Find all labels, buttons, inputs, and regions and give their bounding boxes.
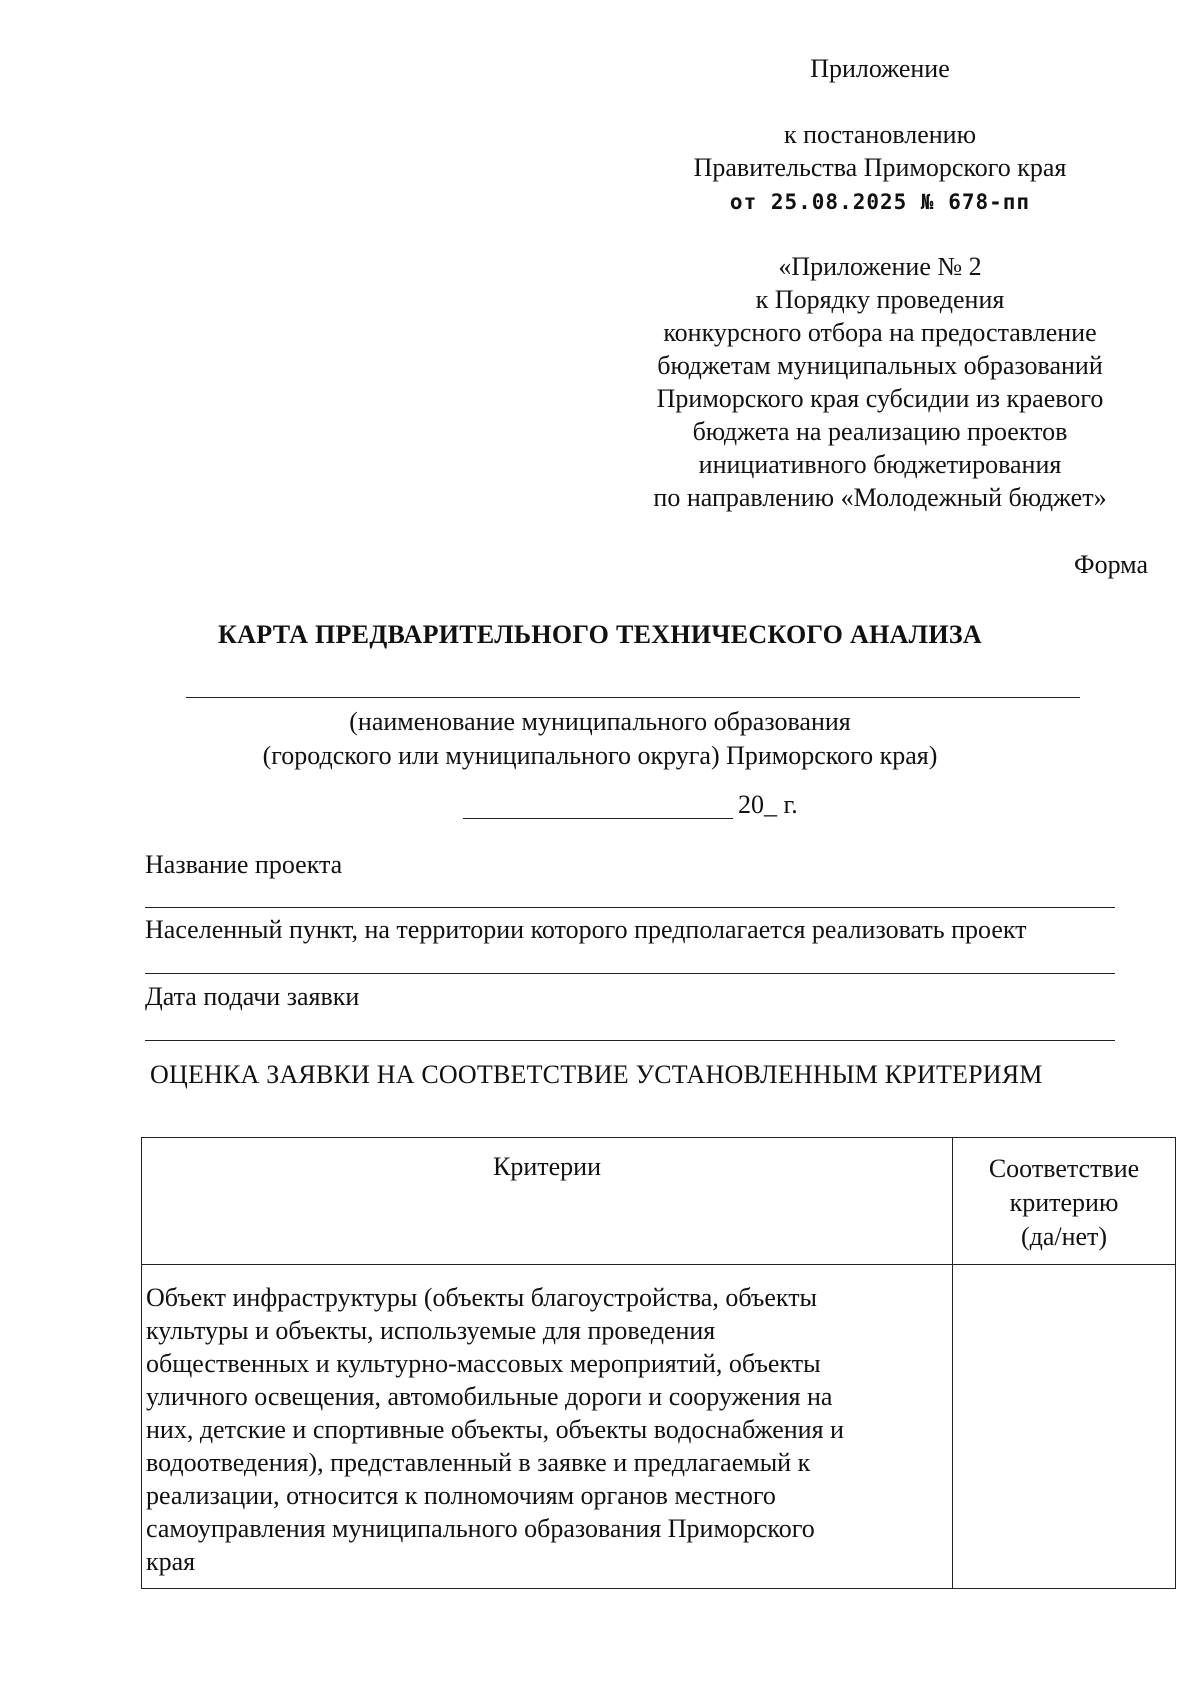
project-name-underline <box>145 907 1115 908</box>
appendix2-line: бюджета на реализацию проектов <box>692 417 1068 446</box>
criterion-text <box>142 1265 953 1589</box>
settlement-label: Населенный пункт, на территории которого предполагается реализовать проект <box>145 915 1027 944</box>
appendix2-line: к Порядку проведения <box>755 285 1005 314</box>
compliance-header-line: (да/нет) <box>1020 1222 1108 1251</box>
appendix2-line: по направлению «Молодежный бюджет» <box>653 483 1107 512</box>
municipality-caption <box>180 705 1020 773</box>
submission-date-underline <box>145 1040 1115 1041</box>
criteria-table <box>141 1137 1176 1589</box>
government-name: Правительства Приморского края <box>693 153 1067 182</box>
appendix-label: Приложение <box>810 54 950 83</box>
compliance-header <box>953 1138 1176 1265</box>
compliance-header-line: критерию <box>1009 1188 1119 1217</box>
resolution-date-number: от 25.08.2025 № 678-пп <box>729 190 1031 214</box>
criterion-line: них, детские и спортивные объекты, объекты водоснабжения и <box>146 1415 844 1444</box>
year-text: 20_ г. <box>738 790 798 819</box>
criterion-line: водоотведения), представленный в заявке и предлагаемый к <box>146 1448 811 1477</box>
criterion-line: общественных и культурно-массовых мероприятий, объекты <box>146 1349 821 1378</box>
criterion-line: культуры и объекты, используемые для проведения <box>146 1316 716 1345</box>
criterion-line: самоуправления муниципального образования Приморского <box>146 1514 815 1543</box>
to-resolution: к постановлению <box>783 120 977 149</box>
appendix2-line: «Приложение № 2 <box>778 252 982 281</box>
date-underline <box>463 790 733 819</box>
page-title: КАРТА ПРЕДВАРИТЕЛЬНОГО ТЕХНИЧЕСКОГО АНАЛИЗА <box>218 620 982 649</box>
compliance-cell[interactable] <box>953 1265 1176 1589</box>
table-row <box>142 1265 1176 1589</box>
forma-label: Форма <box>1074 550 1148 579</box>
municipality-caption-line2: (городского или муниципального округа) Приморского края) <box>262 741 938 770</box>
project-name-label: Название проекта <box>145 850 343 879</box>
criterion-line: края <box>146 1547 196 1576</box>
appendix2-line: Приморского края субсидии из краевого <box>656 384 1104 413</box>
compliance-header-line: Соответствие <box>988 1154 1140 1183</box>
criterion-line: Объект инфраструктуры (объекты благоустройства, объекты <box>146 1283 818 1312</box>
municipality-underline <box>186 697 1080 698</box>
municipality-caption-line1: (наименование муниципального образования <box>349 707 851 736</box>
evaluation-title: ОЦЕНКА ЗАЯВКИ НА СООТВЕТСТВИЕ УСТАНОВЛЕННЫМ КРИТЕРИЯМ <box>150 1060 1043 1089</box>
criteria-header: Критерии <box>142 1138 953 1265</box>
submission-date-label: Дата подачи заявки <box>145 982 360 1011</box>
appendix2-line: бюджетам муниципальных образований <box>657 351 1103 380</box>
settlement-underline <box>145 973 1115 974</box>
table-header-row <box>142 1138 1176 1265</box>
appendix2-line: конкурсного отбора на предоставление <box>663 318 1097 347</box>
appendix2-line: инициативного бюджетирования <box>698 450 1062 479</box>
criterion-line: реализации, относится к полномочиям органов местного <box>146 1481 776 1510</box>
criterion-line: уличного освещения, автомобильные дороги и сооружения на <box>146 1382 833 1411</box>
